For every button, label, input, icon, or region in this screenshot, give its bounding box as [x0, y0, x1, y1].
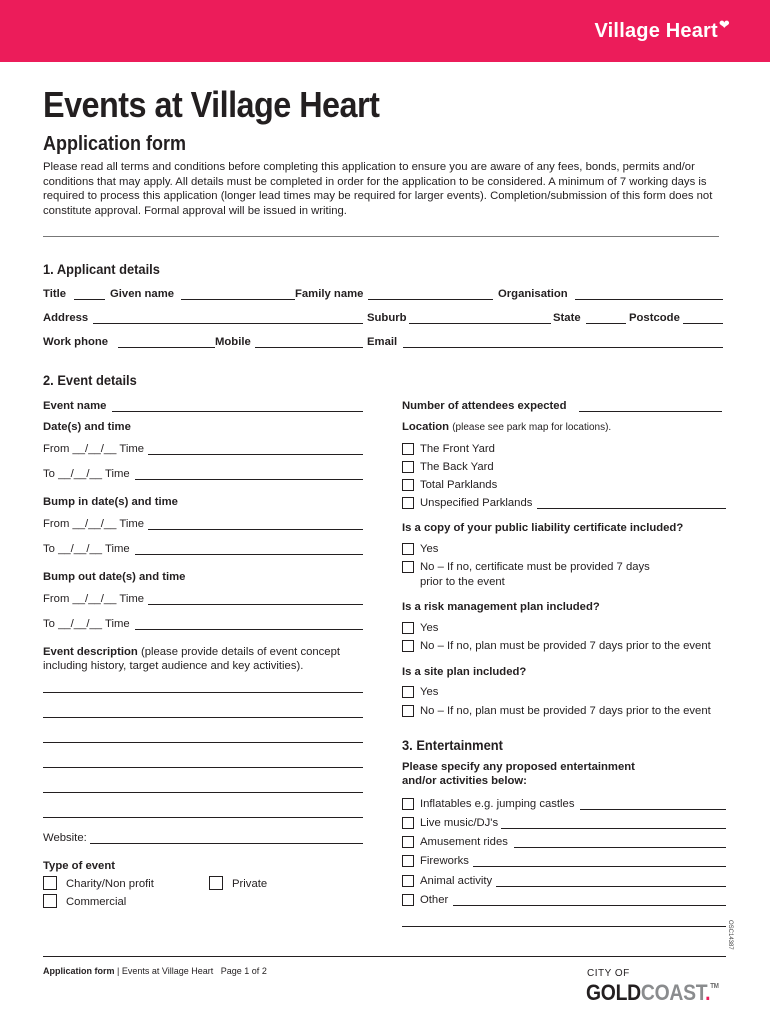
address-field[interactable]: [93, 323, 363, 324]
entertainment-checkbox[interactable]: [402, 894, 414, 906]
type-of-event-label: Type of event: [43, 860, 115, 872]
event-name-label: Event name: [43, 400, 107, 412]
private-label: Private: [232, 878, 268, 890]
section-event-heading: 2. Event details: [43, 372, 137, 388]
postcode-field[interactable]: [683, 323, 723, 324]
entertainment-field[interactable]: [473, 866, 726, 867]
bump-in-label: Bump in date(s) and time: [43, 496, 178, 508]
bump-in-from-field[interactable]: [148, 529, 363, 530]
to-time-label: To __/__/__ Time: [43, 468, 130, 480]
suburb-field[interactable]: [409, 323, 551, 324]
bump-out-to-label: To __/__/__ Time: [43, 618, 130, 630]
event-description-label: Event description (please provide details of event concept: [43, 646, 341, 658]
page-subtitle: Application form: [43, 133, 187, 155]
bump-out-label: Bump out date(s) and time: [43, 571, 186, 583]
family-name-field[interactable]: [368, 299, 493, 300]
email-label: Email: [367, 336, 398, 348]
event-description-hint: including history, target audience and key activities).: [43, 660, 304, 672]
risk-no-checkbox[interactable]: [402, 640, 414, 652]
work-phone-field[interactable]: [118, 347, 215, 348]
entertainment-option: Live music/DJ's: [420, 817, 499, 829]
liability-yes-checkbox[interactable]: [402, 543, 414, 555]
entertainment-field[interactable]: [402, 926, 726, 927]
event-name-field[interactable]: [112, 411, 363, 412]
from-time-field[interactable]: [148, 454, 363, 455]
unspecified-parklands-field[interactable]: [537, 508, 726, 509]
bump-out-to-field[interactable]: [135, 629, 363, 630]
entertainment-prompt-cont: and/or activities below:: [402, 775, 527, 787]
description-line[interactable]: [43, 767, 363, 768]
intro-text: Please read all terms and conditions before completing this application to ensure you are aware of any fees, bonds, permits and/or conditions that may apply. All details must be completed in order for the application to be considered. A minimum of 7 working days is required to process this application (longer lead times may be required for larger events). Completion/submission of this form does not constitute approval. Formal approval will be issued in writing.: [43, 161, 713, 217]
organisation-field[interactable]: [575, 299, 723, 300]
heart-icon: ❤: [718, 17, 730, 32]
risk-no-label: No – If no, plan must be provided 7 days prior to the event: [420, 640, 711, 652]
entertainment-field[interactable]: [496, 886, 726, 887]
commercial-label: Commercial: [66, 896, 127, 908]
state-field[interactable]: [586, 323, 626, 324]
entertainment-option: Amusement rides: [420, 836, 508, 848]
description-line[interactable]: [43, 817, 363, 818]
website-label: Website:: [43, 832, 87, 844]
risk-question: Is a risk management plan included?: [402, 601, 600, 613]
location-option: The Back Yard: [420, 461, 494, 473]
description-line[interactable]: [43, 742, 363, 743]
location-checkbox[interactable]: [402, 461, 414, 473]
attendees-field[interactable]: [579, 411, 722, 412]
bump-out-from-field[interactable]: [148, 604, 363, 605]
location-checkbox[interactable]: [402, 497, 414, 509]
entertainment-checkbox[interactable]: [402, 798, 414, 810]
entertainment-option: Fireworks: [420, 855, 469, 867]
to-time-field[interactable]: [135, 479, 363, 480]
description-line[interactable]: [43, 792, 363, 793]
site-no-label: No – If no, plan must be provided 7 days prior to the event: [420, 705, 711, 717]
location-option: Total Parklands: [420, 479, 498, 491]
liability-question: Is a copy of your public liability certificate included?: [402, 522, 684, 534]
title-field[interactable]: [74, 299, 105, 300]
entertainment-field[interactable]: [501, 828, 726, 829]
gold-coast-logo: GOLDCOAST.™: [586, 980, 719, 1005]
entertainment-option: Other: [420, 894, 449, 906]
location-option: The Front Yard: [420, 443, 495, 455]
site-yes-checkbox[interactable]: [402, 686, 414, 698]
page-title: Events at Village Heart: [43, 84, 380, 125]
footer-text: Application form | Events at Village Heart Page 1 of 2: [43, 966, 267, 976]
state-label: State: [553, 312, 581, 324]
given-name-label: Given name: [110, 288, 175, 300]
document-code: OSC14387: [727, 920, 733, 950]
private-checkbox[interactable]: [209, 876, 223, 890]
given-name-field[interactable]: [181, 299, 295, 300]
mobile-label: Mobile: [215, 336, 251, 348]
footer-divider: [43, 956, 726, 957]
from-time-label: From __/__/__ Time: [43, 443, 145, 455]
section-entertainment-heading: 3. Entertainment: [402, 737, 503, 753]
entertainment-prompt: Please specify any proposed entertainment: [402, 761, 635, 773]
address-label: Address: [43, 312, 89, 324]
site-no-checkbox[interactable]: [402, 705, 414, 717]
bump-in-to-label: To __/__/__ Time: [43, 543, 130, 555]
brand-logo: Village Heart❤: [594, 17, 730, 42]
risk-yes-label: Yes: [420, 622, 439, 634]
liability-no-label-cont: prior to the event: [420, 576, 505, 588]
entertainment-checkbox[interactable]: [402, 836, 414, 848]
postcode-label: Postcode: [629, 312, 680, 324]
site-plan-question: Is a site plan included?: [402, 666, 527, 678]
location-option: Unspecified Parklands: [420, 497, 533, 509]
dates-time-label: Date(s) and time: [43, 421, 131, 433]
entertainment-option: Inflatables e.g. jumping castles: [420, 798, 575, 810]
divider: [43, 236, 719, 237]
email-field[interactable]: [403, 347, 723, 348]
entertainment-field[interactable]: [453, 905, 726, 906]
header-banner: [0, 0, 770, 62]
charity-label: Charity/Non profit: [66, 878, 154, 890]
website-field[interactable]: [90, 843, 363, 844]
attendees-label: Number of attendees expected: [402, 400, 567, 412]
location-checkbox[interactable]: [402, 479, 414, 491]
bump-in-from-label: From __/__/__ Time: [43, 518, 145, 530]
entertainment-checkbox[interactable]: [402, 855, 414, 867]
location-checkbox[interactable]: [402, 443, 414, 455]
mobile-field[interactable]: [255, 347, 363, 348]
family-name-label: Family name: [295, 288, 364, 300]
commercial-checkbox[interactable]: [43, 894, 57, 908]
site-yes-label: Yes: [420, 686, 439, 698]
description-line[interactable]: [43, 692, 363, 693]
bump-out-from-label: From __/__/__ Time: [43, 593, 145, 605]
section-applicant-heading: 1. Applicant details: [43, 261, 160, 277]
entertainment-checkbox[interactable]: [402, 817, 414, 829]
risk-yes-checkbox[interactable]: [402, 622, 414, 634]
suburb-label: Suburb: [367, 312, 407, 324]
description-line[interactable]: [43, 717, 363, 718]
entertainment-checkbox[interactable]: [402, 875, 414, 887]
charity-checkbox[interactable]: [43, 876, 57, 890]
organisation-label: Organisation: [498, 288, 568, 300]
liability-yes-label: Yes: [420, 543, 439, 555]
work-phone-label: Work phone: [43, 336, 109, 348]
city-of-label: CITY OF: [587, 968, 630, 979]
entertainment-field[interactable]: [580, 809, 726, 810]
bump-in-to-field[interactable]: [135, 554, 363, 555]
liability-no-label: No – If no, certificate must be provided 7 days: [420, 561, 650, 573]
entertainment-field[interactable]: [514, 847, 726, 848]
title-label: Title: [43, 288, 67, 300]
liability-no-checkbox[interactable]: [402, 561, 414, 573]
location-label: Location (please see park map for locations).: [402, 421, 612, 433]
entertainment-option: Animal activity: [420, 875, 493, 887]
